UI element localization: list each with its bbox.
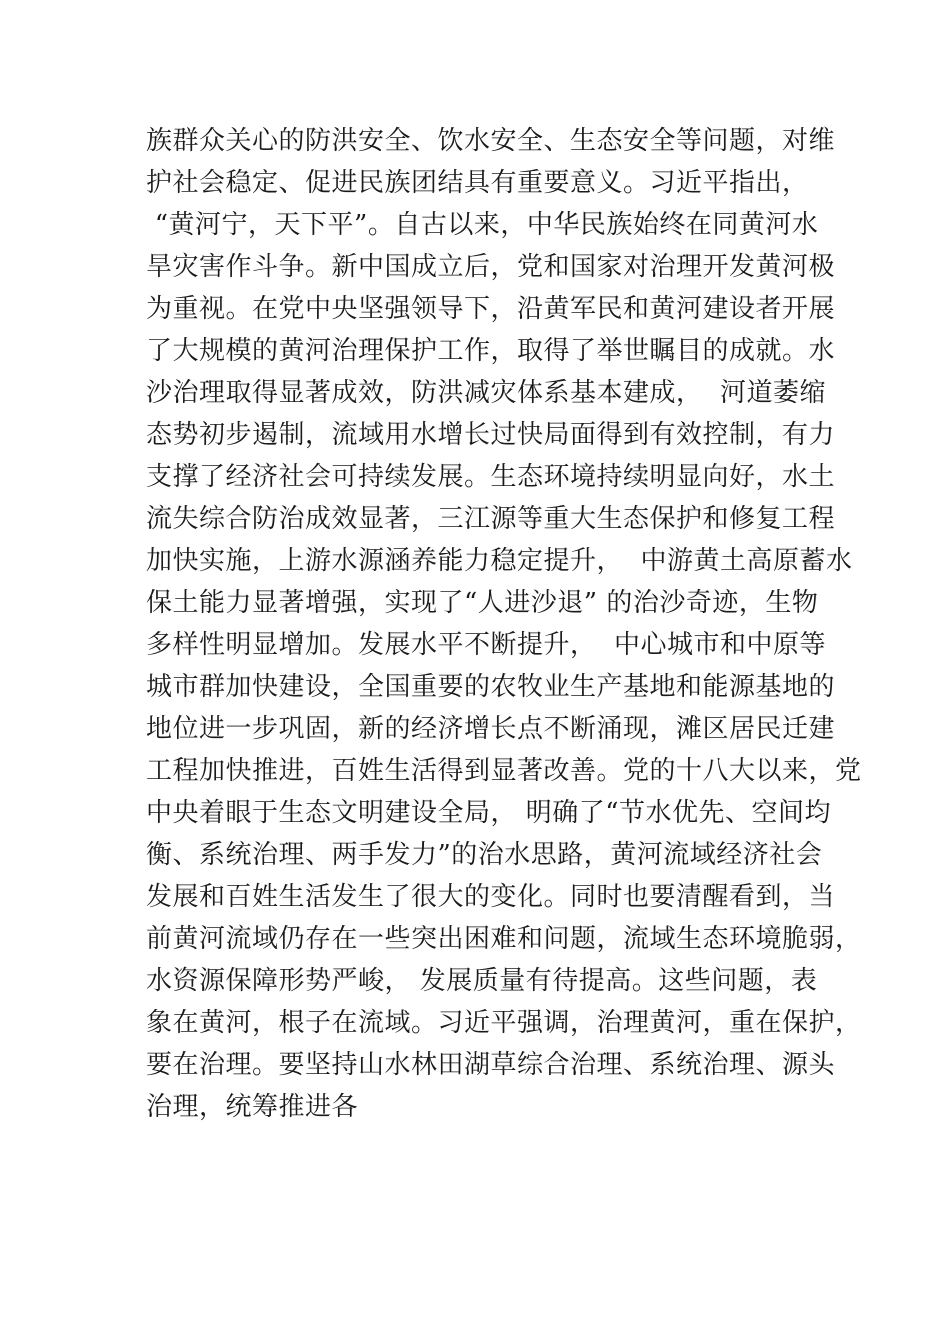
text-line: 象在黄河，根子在流域。习近平强调，治理黄河，重在保护，	[146, 1008, 862, 1038]
text-line: 水资源保障形势严峻， 发展质量有待提高。这些问题，表	[146, 966, 818, 996]
text-line: 族群众关心的防洪安全、饮水安全、生态安全等问题，对维	[146, 126, 836, 156]
text-line: 流失综合防治成效显著，三江源等重大生态保护和修复工程	[146, 504, 836, 534]
text-line: 态势初步遏制，流域用水增长过快局面得到有效控制，有力	[146, 420, 836, 450]
text-line: 工程加快推进，百姓生活得到显著改善。党的十八大以来，党	[146, 756, 862, 786]
text-line: 中央着眼于生态文明建设全局， 明确了“节水优先、空间均	[146, 798, 832, 828]
text-line: 沙治理取得显著成效，防洪减灾体系基本建成， 河道萎缩	[146, 378, 827, 408]
text-line: 为重视。在党中央坚强领导下，沿黄军民和黄河建设者开展	[146, 294, 836, 324]
text-line: 保土能力显著增强，实现了“人进沙退” 的治沙奇迹，生物	[146, 588, 819, 618]
text-line: 多样性明显增加。发展水平不断提升， 中心城市和中原等	[146, 630, 827, 660]
text-line: 城市群加快建设，全国重要的农牧业生产基地和能源基地的	[146, 672, 836, 702]
text-line: 旱灾害作斗争。新中国成立后，党和国家对治理开发黄河极	[146, 252, 836, 282]
text-line: 要在治理。要坚持山水林田湖草综合治理、系统治理、源头	[146, 1050, 836, 1080]
text-line: 地位进一步巩固，新的经济增长点不断涌现，滩区居民迁建	[146, 714, 836, 744]
text-line: “黄河宁，天下平”。自古以来，中华民族始终在同黄河水	[146, 210, 819, 240]
text-line: 护社会稳定、促进民族团结具有重要意义。习近平指出，	[146, 168, 809, 198]
text-line: 衡、系统治理、两手发力”的治水思路，黄河流域经济社会	[146, 840, 823, 870]
text-line: 了大规模的黄河治理保护工作，取得了举世瞩目的成就。水	[146, 336, 836, 366]
body-text	[146, 120, 862, 1128]
text-line: 治理，统筹推进各	[146, 1092, 359, 1122]
text-line: 发展和百姓生活发生了很大的变化。同时也要清醒看到，当	[146, 882, 836, 912]
text-line: 加快实施，上游水源涵养能力稳定提升， 中游黄土高原蓄水	[146, 546, 853, 576]
text-line: 前黄河流域仍存在一些突出困难和问题，流域生态环境脆弱，	[146, 924, 862, 954]
text-line: 支撑了经济社会可持续发展。生态环境持续明显向好，水土	[146, 462, 836, 492]
